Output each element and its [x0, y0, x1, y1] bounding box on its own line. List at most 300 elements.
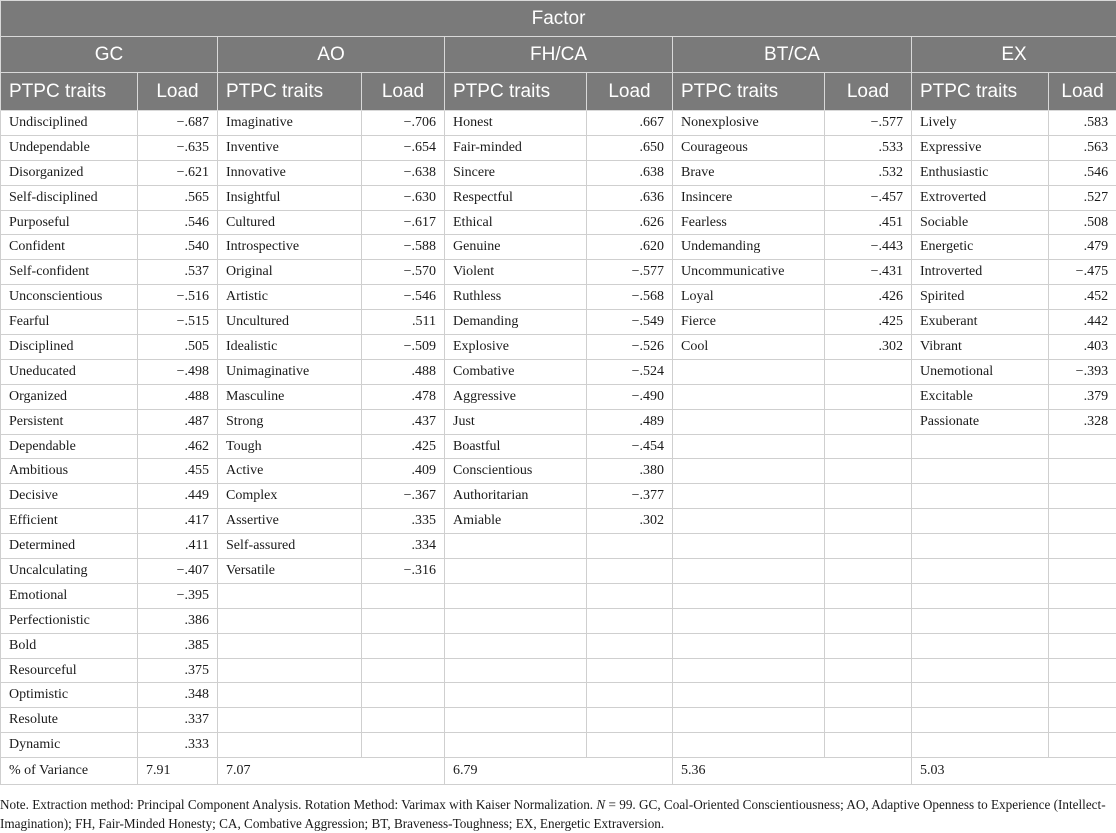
load-cell: .437 — [362, 409, 445, 434]
load-cell — [825, 384, 912, 409]
trait-cell — [912, 583, 1049, 608]
load-cell: −.617 — [362, 210, 445, 235]
table-row — [1, 384, 1116, 409]
load-cell: −.509 — [362, 335, 445, 360]
table-row — [1, 658, 1116, 683]
load-cell: −.395 — [138, 583, 218, 608]
trait-cell: Fair-minded — [445, 135, 587, 160]
load-cell: .540 — [138, 235, 218, 260]
load-cell: −.490 — [587, 384, 673, 409]
trait-cell — [445, 534, 587, 559]
trait-cell: Aggressive — [445, 384, 587, 409]
trait-cell — [445, 608, 587, 633]
trait-cell — [912, 559, 1049, 584]
trait-cell: Unconscientious — [1, 285, 138, 310]
load-cell: −.635 — [138, 135, 218, 160]
trait-cell — [912, 459, 1049, 484]
trait-cell: Explosive — [445, 335, 587, 360]
note-prefix: Note. Extraction method: Principal Component Analysis. Rotation Method: Varimax with Kaiser Normalization. — [0, 797, 597, 812]
trait-cell: Excitable — [912, 384, 1049, 409]
load-cell: .380 — [587, 459, 673, 484]
load-cell: .411 — [138, 534, 218, 559]
load-cell: −.526 — [587, 335, 673, 360]
trait-cell: Ruthless — [445, 285, 587, 310]
load-cell: −.516 — [138, 285, 218, 310]
trait-cell: Fearless — [673, 210, 825, 235]
table-row — [1, 160, 1116, 185]
table-row — [1, 285, 1116, 310]
trait-cell: Emotional — [1, 583, 138, 608]
trait-cell: Fearful — [1, 310, 138, 335]
trait-cell — [673, 633, 825, 658]
table-row — [1, 534, 1116, 559]
load-cell — [362, 633, 445, 658]
trait-cell: Fierce — [673, 310, 825, 335]
trait-cell: Unemotional — [912, 359, 1049, 384]
variance-label: % of Variance — [1, 758, 138, 785]
trait-cell — [673, 359, 825, 384]
load-cell: .487 — [138, 409, 218, 434]
table-row — [1, 733, 1116, 758]
load-cell: .335 — [362, 509, 445, 534]
load-cell: −.498 — [138, 359, 218, 384]
table-row — [1, 509, 1116, 534]
load-cell: −.621 — [138, 160, 218, 185]
load-cell: .462 — [138, 434, 218, 459]
col-header-trait: PTPC traits — [912, 73, 1049, 111]
trait-cell: Disorganized — [1, 160, 138, 185]
trait-cell — [445, 633, 587, 658]
col-header-load: Load — [138, 73, 218, 111]
table-row — [1, 111, 1116, 136]
trait-cell: Artistic — [218, 285, 362, 310]
trait-cell: Strong — [218, 409, 362, 434]
trait-cell: Decisive — [1, 484, 138, 509]
table-row — [1, 235, 1116, 260]
trait-cell: Uncommunicative — [673, 260, 825, 285]
trait-cell: Ambitious — [1, 459, 138, 484]
table-row — [1, 185, 1116, 210]
trait-cell: Enthusiastic — [912, 160, 1049, 185]
load-cell — [1049, 509, 1116, 534]
load-cell: −.654 — [362, 135, 445, 160]
trait-cell: Disciplined — [1, 335, 138, 360]
load-cell: .583 — [1049, 111, 1116, 136]
trait-cell: Dependable — [1, 434, 138, 459]
table-row — [1, 583, 1116, 608]
load-cell: .333 — [138, 733, 218, 758]
load-cell — [587, 733, 673, 758]
trait-cell: Undisciplined — [1, 111, 138, 136]
trait-cell — [673, 459, 825, 484]
trait-cell: Assertive — [218, 509, 362, 534]
trait-cell: Undependable — [1, 135, 138, 160]
trait-cell — [673, 409, 825, 434]
load-cell: −.407 — [138, 559, 218, 584]
trait-cell: Self-confident — [1, 260, 138, 285]
table-row — [1, 484, 1116, 509]
table-row — [1, 210, 1116, 235]
load-cell: −.638 — [362, 160, 445, 185]
trait-cell: Organized — [1, 384, 138, 409]
trait-cell: Innovative — [218, 160, 362, 185]
trait-cell — [673, 658, 825, 683]
load-cell — [825, 559, 912, 584]
trait-cell — [912, 708, 1049, 733]
trait-cell — [218, 708, 362, 733]
load-cell — [825, 608, 912, 633]
load-cell: .348 — [138, 683, 218, 708]
trait-cell: Vibrant — [912, 335, 1049, 360]
trait-cell — [673, 559, 825, 584]
load-cell: .379 — [1049, 384, 1116, 409]
table-row — [1, 434, 1116, 459]
load-cell: .626 — [587, 210, 673, 235]
table-row — [1, 335, 1116, 360]
table-row — [1, 633, 1116, 658]
load-cell: −.377 — [587, 484, 673, 509]
load-cell: −.454 — [587, 434, 673, 459]
trait-cell: Combative — [445, 359, 587, 384]
trait-cell: Optimistic — [1, 683, 138, 708]
trait-cell — [673, 484, 825, 509]
load-cell: −.570 — [362, 260, 445, 285]
trait-cell — [912, 683, 1049, 708]
load-cell: .478 — [362, 384, 445, 409]
load-cell: −.457 — [825, 185, 912, 210]
load-cell: .546 — [1049, 160, 1116, 185]
trait-cell: Uncalculating — [1, 559, 138, 584]
trait-cell — [673, 384, 825, 409]
load-cell: .546 — [138, 210, 218, 235]
trait-cell: Ethical — [445, 210, 587, 235]
trait-cell: Versatile — [218, 559, 362, 584]
load-cell — [1049, 534, 1116, 559]
trait-cell — [673, 434, 825, 459]
trait-cell: Resolute — [1, 708, 138, 733]
variance-fh-ca: 6.79 — [445, 758, 673, 785]
load-cell — [825, 733, 912, 758]
trait-cell: Idealistic — [218, 335, 362, 360]
load-cell — [1049, 484, 1116, 509]
load-cell: .667 — [587, 111, 673, 136]
trait-cell — [445, 708, 587, 733]
load-cell: .375 — [138, 658, 218, 683]
trait-cell — [445, 658, 587, 683]
load-cell: .620 — [587, 235, 673, 260]
trait-cell: Expressive — [912, 135, 1049, 160]
load-cell: .650 — [587, 135, 673, 160]
load-cell — [825, 409, 912, 434]
col-header-trait: PTPC traits — [218, 73, 362, 111]
variance-gc: 7.91 — [138, 758, 218, 785]
trait-cell: Violent — [445, 260, 587, 285]
load-cell — [1049, 683, 1116, 708]
load-cell: .508 — [1049, 210, 1116, 235]
trait-cell: Determined — [1, 534, 138, 559]
load-cell: −.431 — [825, 260, 912, 285]
trait-cell: Sincere — [445, 160, 587, 185]
load-cell: −.546 — [362, 285, 445, 310]
load-cell: .302 — [825, 335, 912, 360]
load-cell: −.549 — [587, 310, 673, 335]
table-body — [1, 111, 1116, 758]
load-cell — [1049, 708, 1116, 733]
table-row — [1, 683, 1116, 708]
load-cell: .636 — [587, 185, 673, 210]
trait-cell: Efficient — [1, 509, 138, 534]
group-header-ex: EX — [912, 37, 1116, 73]
load-cell — [587, 534, 673, 559]
trait-cell — [218, 658, 362, 683]
trait-cell — [218, 583, 362, 608]
load-cell: .328 — [1049, 409, 1116, 434]
load-cell: .452 — [1049, 285, 1116, 310]
trait-cell — [445, 559, 587, 584]
trait-cell: Introverted — [912, 260, 1049, 285]
load-cell — [587, 708, 673, 733]
trait-cell: Undemanding — [673, 235, 825, 260]
load-cell — [362, 583, 445, 608]
table-row — [1, 260, 1116, 285]
col-header-trait: PTPC traits — [1, 73, 138, 111]
trait-cell: Authoritarian — [445, 484, 587, 509]
load-cell: .302 — [587, 509, 673, 534]
trait-cell — [912, 434, 1049, 459]
load-cell — [825, 708, 912, 733]
trait-cell: Courageous — [673, 135, 825, 160]
variance-ao: 7.07 — [218, 758, 445, 785]
trait-cell: Original — [218, 260, 362, 285]
table-row — [1, 359, 1116, 384]
load-cell: −.687 — [138, 111, 218, 136]
col-header-trait: PTPC traits — [445, 73, 587, 111]
trait-cell: Nonexplosive — [673, 111, 825, 136]
load-cell — [825, 658, 912, 683]
col-header-load: Load — [1049, 73, 1116, 111]
load-cell: .403 — [1049, 335, 1116, 360]
trait-cell — [912, 534, 1049, 559]
load-cell: .505 — [138, 335, 218, 360]
trait-cell: Unimaginative — [218, 359, 362, 384]
trait-cell: Resourceful — [1, 658, 138, 683]
load-cell: .563 — [1049, 135, 1116, 160]
load-cell — [362, 608, 445, 633]
load-cell — [825, 459, 912, 484]
trait-cell — [912, 658, 1049, 683]
trait-cell: Spirited — [912, 285, 1049, 310]
load-cell: .565 — [138, 185, 218, 210]
load-cell: .425 — [825, 310, 912, 335]
load-cell — [825, 534, 912, 559]
load-cell — [825, 484, 912, 509]
load-cell — [587, 658, 673, 683]
trait-cell: Inventive — [218, 135, 362, 160]
trait-cell — [673, 608, 825, 633]
trait-cell — [445, 683, 587, 708]
trait-cell: Self-disciplined — [1, 185, 138, 210]
load-cell: .409 — [362, 459, 445, 484]
trait-cell: Perfectionistic — [1, 608, 138, 633]
load-cell: .527 — [1049, 185, 1116, 210]
load-cell: .449 — [138, 484, 218, 509]
table-row — [1, 608, 1116, 633]
trait-cell: Genuine — [445, 235, 587, 260]
trait-cell: Sociable — [912, 210, 1049, 235]
load-cell — [1049, 459, 1116, 484]
load-cell: .455 — [138, 459, 218, 484]
load-cell — [825, 434, 912, 459]
trait-cell: Exuberant — [912, 310, 1049, 335]
load-cell: −.588 — [362, 235, 445, 260]
trait-cell: Uneducated — [1, 359, 138, 384]
trait-cell: Cool — [673, 335, 825, 360]
table-row — [1, 459, 1116, 484]
trait-cell: Lively — [912, 111, 1049, 136]
load-cell: .532 — [825, 160, 912, 185]
load-cell: .537 — [138, 260, 218, 285]
trait-cell: Demanding — [445, 310, 587, 335]
load-cell — [825, 509, 912, 534]
load-cell — [1049, 434, 1116, 459]
trait-cell: Respectful — [445, 185, 587, 210]
load-cell: .386 — [138, 608, 218, 633]
trait-cell: Extroverted — [912, 185, 1049, 210]
trait-cell — [673, 534, 825, 559]
load-cell: .425 — [362, 434, 445, 459]
trait-cell: Passionate — [912, 409, 1049, 434]
load-cell — [1049, 583, 1116, 608]
load-cell — [587, 583, 673, 608]
trait-cell: Just — [445, 409, 587, 434]
load-cell: −.475 — [1049, 260, 1116, 285]
variance-bt-ca: 5.36 — [673, 758, 912, 785]
trait-cell — [673, 683, 825, 708]
load-cell: −.515 — [138, 310, 218, 335]
trait-cell: Uncultured — [218, 310, 362, 335]
trait-cell — [218, 608, 362, 633]
load-cell — [825, 633, 912, 658]
trait-cell — [218, 733, 362, 758]
load-cell — [1049, 733, 1116, 758]
load-cell: −.706 — [362, 111, 445, 136]
load-cell — [587, 608, 673, 633]
trait-cell: Active — [218, 459, 362, 484]
variance-ex: 5.03 — [912, 758, 1116, 785]
load-cell: −.393 — [1049, 359, 1116, 384]
table-row — [1, 708, 1116, 733]
load-cell: .334 — [362, 534, 445, 559]
load-cell: .417 — [138, 509, 218, 534]
load-cell: −.316 — [362, 559, 445, 584]
trait-cell: Introspective — [218, 235, 362, 260]
trait-cell: Persistent — [1, 409, 138, 434]
trait-cell — [673, 708, 825, 733]
col-header-load: Load — [587, 73, 673, 111]
trait-cell — [673, 583, 825, 608]
table-row — [1, 310, 1116, 335]
table-note — [0, 795, 1116, 833]
load-cell: .451 — [825, 210, 912, 235]
load-cell — [362, 708, 445, 733]
trait-cell — [673, 509, 825, 534]
load-cell: −.577 — [587, 260, 673, 285]
load-cell: .511 — [362, 310, 445, 335]
trait-cell — [912, 633, 1049, 658]
note-n-symbol: N — [596, 797, 606, 812]
trait-cell: Insightful — [218, 185, 362, 210]
load-cell: −.367 — [362, 484, 445, 509]
load-cell — [1049, 658, 1116, 683]
trait-cell: Boastful — [445, 434, 587, 459]
load-cell: .488 — [138, 384, 218, 409]
trait-cell — [445, 583, 587, 608]
load-cell: −.577 — [825, 111, 912, 136]
group-header-bt-ca: BT/CA — [673, 37, 912, 73]
group-header-fh-ca: FH/CA — [445, 37, 673, 73]
factor-header: Factor — [1, 1, 1116, 37]
table-row — [1, 135, 1116, 160]
trait-cell: Cultured — [218, 210, 362, 235]
trait-cell: Confident — [1, 235, 138, 260]
load-cell: .442 — [1049, 310, 1116, 335]
trait-cell: Complex — [218, 484, 362, 509]
load-cell: .337 — [138, 708, 218, 733]
trait-cell: Masculine — [218, 384, 362, 409]
load-cell — [825, 583, 912, 608]
load-cell: .489 — [587, 409, 673, 434]
trait-cell — [912, 733, 1049, 758]
trait-cell: Energetic — [912, 235, 1049, 260]
col-header-trait: PTPC traits — [673, 73, 825, 111]
trait-cell: Conscientious — [445, 459, 587, 484]
load-cell — [362, 733, 445, 758]
load-cell: .426 — [825, 285, 912, 310]
trait-cell — [912, 484, 1049, 509]
trait-cell — [912, 509, 1049, 534]
group-header-gc: GC — [1, 37, 218, 73]
table-row — [1, 559, 1116, 584]
trait-cell — [445, 733, 587, 758]
trait-cell: Dynamic — [1, 733, 138, 758]
trait-cell: Tough — [218, 434, 362, 459]
load-cell: −.568 — [587, 285, 673, 310]
load-cell — [825, 683, 912, 708]
load-cell: .385 — [138, 633, 218, 658]
trait-cell: Purposeful — [1, 210, 138, 235]
load-cell — [587, 559, 673, 584]
col-header-load: Load — [362, 73, 445, 111]
load-cell: −.630 — [362, 185, 445, 210]
load-cell — [362, 658, 445, 683]
load-cell — [362, 683, 445, 708]
trait-cell: Loyal — [673, 285, 825, 310]
load-cell: −.524 — [587, 359, 673, 384]
load-cell — [1049, 608, 1116, 633]
trait-cell: Self-assured — [218, 534, 362, 559]
trait-cell — [218, 683, 362, 708]
trait-cell: Brave — [673, 160, 825, 185]
load-cell — [587, 683, 673, 708]
load-cell: −.443 — [825, 235, 912, 260]
load-cell: .638 — [587, 160, 673, 185]
variance-row — [1, 758, 1116, 785]
note-suffix: = 99. GC, Coal-Oriented Conscientiousness; AO, Adaptive Openness to Experience (Intellect-Imagination); FH, Fair-Minded Honesty; CA, Combative Aggression; BT, Braveness-Toughness; EX, Energetic Extraversion. — [0, 797, 1106, 831]
table-row — [1, 409, 1116, 434]
group-header-ao: AO — [218, 37, 445, 73]
trait-cell — [673, 733, 825, 758]
load-cell: .479 — [1049, 235, 1116, 260]
